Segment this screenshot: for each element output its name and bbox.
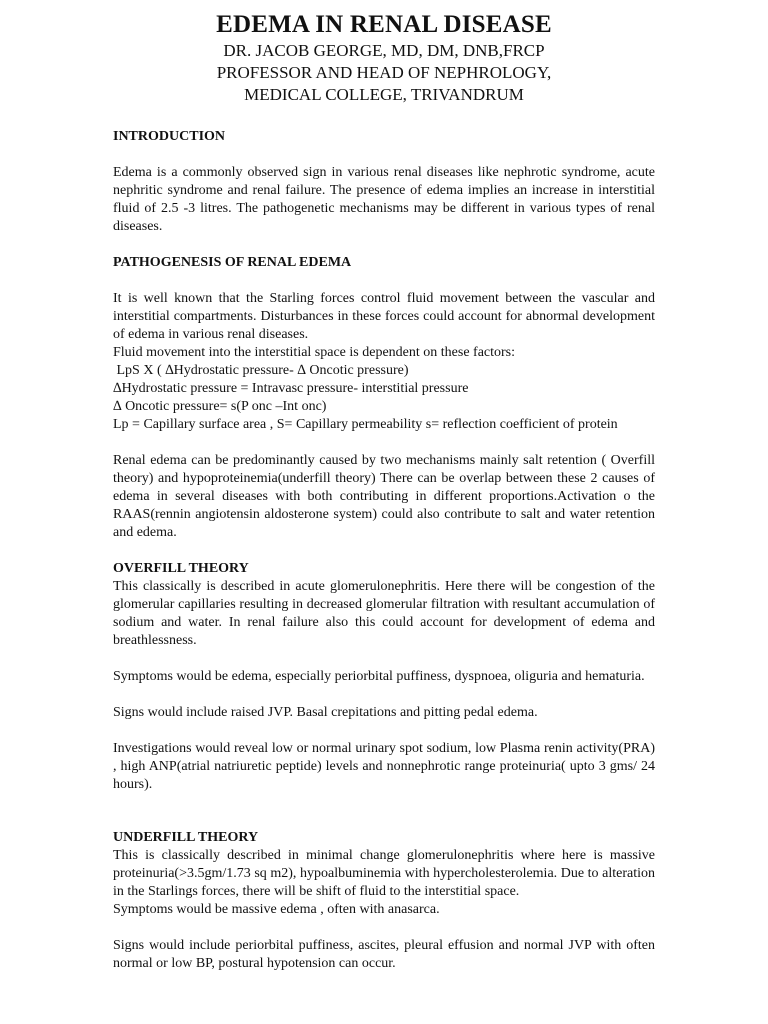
author-line: DR. JACOB GEORGE, MD, DM, DNB,FRCP xyxy=(223,41,545,60)
underfill-paragraph: This is classically described in minimal change glomerulonephritis where here is massive proteinuria(>3.5gm/1.73 sq m2), hypoalbuminemia with hypercholesterolemia. Due to alteration in the Starlings forces, there will be shift of fluid to the interstitial space. xyxy=(113,848,655,899)
spacer xyxy=(113,686,655,704)
pathogenesis-heading: PATHOGENESIS OF RENAL EDEMA xyxy=(113,255,352,270)
spacer xyxy=(113,650,655,668)
underfill-heading: UNDERFILL THEORY xyxy=(113,830,259,845)
position-line: PROFESSOR AND HEAD OF NEPHROLOGY, xyxy=(216,63,552,82)
formula-line-2: ∆Hydrostatic pressure = Intravasc pressure- interstitial pressure xyxy=(113,381,469,396)
underfill-symptoms-paragraph: Symptoms would be massive edema , often with anasarca. xyxy=(113,902,440,917)
spacer xyxy=(113,722,655,740)
formula-line-1: LpS X ( ∆Hydrostatic pressure- ∆ Oncotic pressure) xyxy=(113,363,409,378)
fluid-movement-line: Fluid movement into the interstitial space is dependent on these factors: xyxy=(113,345,516,360)
formula-line-3: ∆ Oncotic pressure= s(P onc –Int onc) xyxy=(113,399,327,414)
spacer xyxy=(113,236,655,254)
definitions-paragraph: Lp = Capillary surface area , S= Capillary permeability s= reflection coefficient of protein xyxy=(113,417,618,432)
spacer xyxy=(113,542,655,560)
overfill-investigations-paragraph: Investigations would reveal low or normal urinary spot sodium, low Plasma renin activity(PRA) , high ANP(atrial natriuretic peptide) levels and nonnephrotic range proteinuria( upto 3 gms/ 24 hours). xyxy=(113,741,655,792)
mechanisms-paragraph: Renal edema can be predominantly caused by two mechanisms mainly salt retention ( Overfill theory) and hypoproteinemia(underfill theory) There can be overlap between these 2 causes of edema in several diseases with both contributing in different proportions.Activation o the RAAS(rennin angiotensin aldosterone system) could also contribute to salt and water retention and edema. xyxy=(113,453,655,540)
underfill-signs-paragraph: Signs would include periorbital puffiness, ascites, pleural effusion and normal JVP with often normal or low BP, postural hypotension can occur. xyxy=(113,938,655,971)
pathogenesis-intro-paragraph: It is well known that the Starling forces control fluid movement between the vascular and interstitial compartments. Disturbances in these forces could account for abnormal development of edema in various renal diseases. xyxy=(113,291,655,342)
introduction-heading: INTRODUCTION xyxy=(113,129,226,144)
institution-line: MEDICAL COLLEGE, TRIVANDRUM xyxy=(244,85,524,104)
overfill-symptoms-paragraph: Symptoms would be edema, especially periorbital puffiness, dyspnoea, oliguria and hematuria. xyxy=(113,669,645,684)
overfill-signs-paragraph: Signs would include raised JVP. Basal crepitations and pitting pedal edema. xyxy=(113,705,538,720)
spacer xyxy=(113,146,655,164)
spacer xyxy=(113,794,655,829)
spacer xyxy=(113,272,655,290)
overfill-heading: OVERFILL THEORY xyxy=(113,561,249,576)
document-title: EDEMA IN RENAL DISEASE xyxy=(216,11,552,38)
overfill-paragraph: This classically is described in acute glomerulonephritis. Here there will be congestion of the glomerular capillaries resulting in decreased glomerular filtration with resultant accumulation of sodium and water. In renal failure also this could account for development of edema and breathlessness. xyxy=(113,579,655,648)
spacer xyxy=(113,106,655,128)
spacer xyxy=(113,919,655,937)
spacer xyxy=(113,434,655,452)
introduction-paragraph: Edema is a commonly observed sign in various renal diseases like nephrotic syndrome, acute nephritic syndrome and renal failure. The presence of edema implies an increase in interstitial fluid of 2.5 -3 litres. The pathogenetic mechanisms may be different in various types of renal diseases. xyxy=(113,165,655,234)
